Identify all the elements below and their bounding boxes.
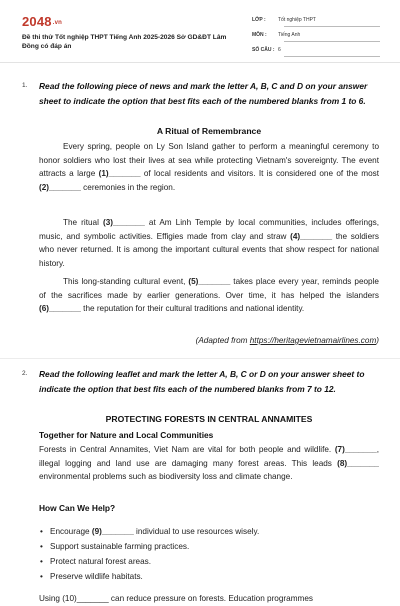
blank-8[interactable]: (8)_______	[337, 458, 379, 468]
blank-3[interactable]: (3)_______	[102, 218, 145, 227]
blank-2[interactable]: (2)_______	[39, 182, 81, 192]
blank-5[interactable]: (5)_______	[188, 277, 231, 286]
question-2-number: 2.	[22, 370, 28, 377]
question-1-paragraph-1: Every spring, people on Ly Son Island gather to perform a meaningful ceremony to honor soldiers who lost their lives at sea while protecting Vietnam's sovereignty. The event attracts a large (1)_______ of local residents and visitors. It is considered one of the most (2)_______ ceremonies in the region.	[39, 142, 379, 192]
meta-subject	[252, 32, 300, 38]
question-1-paragraph-3: This long-standing cultural event, (5)_______ takes place every year, reminds people of the sacrifices made by earlier generations. Over time, it has helped the islanders (6)_______ the reputation for their cultural traditions and national identity.	[39, 277, 379, 314]
blank-7[interactable]: (7)_______	[334, 445, 377, 454]
header-divider	[0, 62, 400, 63]
logo-suffix: .vn	[52, 19, 63, 26]
blank-9[interactable]: (9)_______	[91, 527, 134, 536]
question-1-number: 1.	[22, 82, 28, 89]
question-2-title: PROTECTING FORESTS IN CENTRAL ANNAMITES	[105, 414, 313, 424]
site-logo[interactable]	[22, 14, 62, 29]
source-link[interactable]: https://heritagevietnamairlines.com	[249, 336, 377, 345]
subject-value: Tiếng Anh	[278, 32, 301, 38]
page-header	[0, 0, 400, 62]
meta-class-line	[284, 26, 380, 27]
logo-text: 2048	[22, 14, 52, 29]
list-item: • Support sustainable farming practices.	[50, 542, 189, 551]
count-value: 6	[278, 47, 281, 53]
meta-count	[252, 47, 281, 53]
question-2-paragraph-cut: Using (10)_______ can reduce pressure on forests. Education programmes	[39, 594, 313, 603]
subject-label: MÔN :	[252, 32, 267, 38]
list-item: • Protect natural forest areas.	[50, 557, 151, 566]
class-label: LỚP :	[252, 17, 266, 23]
question-1-source: (Adapted from https://heritagevietnamairlines.com)	[195, 336, 379, 345]
exam-title: Đề thi thử Tốt nghiệp THPT Tiếng Anh 2025-2026 Sở GD&ĐT Lâm Đồng có đáp án	[22, 34, 227, 50]
class-value: Tốt nghiệp THPT	[278, 17, 316, 23]
blank-1[interactable]: (1)_______	[98, 169, 141, 179]
question-separator	[0, 358, 400, 359]
count-label: SỐ CÂU :	[252, 47, 275, 53]
meta-count-line	[284, 56, 380, 57]
question-2-instruction: Read the following leaflet and mark the letter A, B, C or D on your answer sheet to indicate the option that best fits each of the numbered blanks from 7 to 12.	[39, 369, 365, 394]
blank-4[interactable]: (4)_______	[290, 231, 333, 241]
list-item: • Preserve wildlife habitats.	[50, 572, 143, 581]
question-2-paragraph-1: Forests in Central Annamites, Viet Nam are vital for both people and wildlife. (7)_______, illegal logging and land use are damaging many forest areas. This leads (8)_______ environmental problems such as biodiversity loss and climate change.	[39, 445, 379, 482]
meta-subject-line	[284, 41, 380, 42]
question-1-paragraph-2: The ritual (3)_______ at Am Linh Temple by local communities, includes offerings, music, and symbolic activities. Effigies made from clay and straw (4)_______ the soldiers who never returned. It is among the important cultural events that show respect for national history.	[39, 218, 380, 268]
list-item: • Encourage (9)_______ individual to use resources wisely.	[50, 527, 259, 536]
meta-class	[252, 17, 316, 23]
question-2-subtitle: Together for Nature and Local Communities	[39, 430, 214, 440]
question-1-instruction: Read the following piece of news and mark the letter A, B, C and D on your answer sheet to indicate the option that best fits each of the numbered blanks from 1 to 6.	[39, 81, 368, 106]
help-heading: How Can We Help?	[39, 503, 116, 513]
question-1-title: A Ritual of Remembrance	[156, 126, 262, 136]
blank-6[interactable]: (6)_______	[39, 304, 81, 314]
